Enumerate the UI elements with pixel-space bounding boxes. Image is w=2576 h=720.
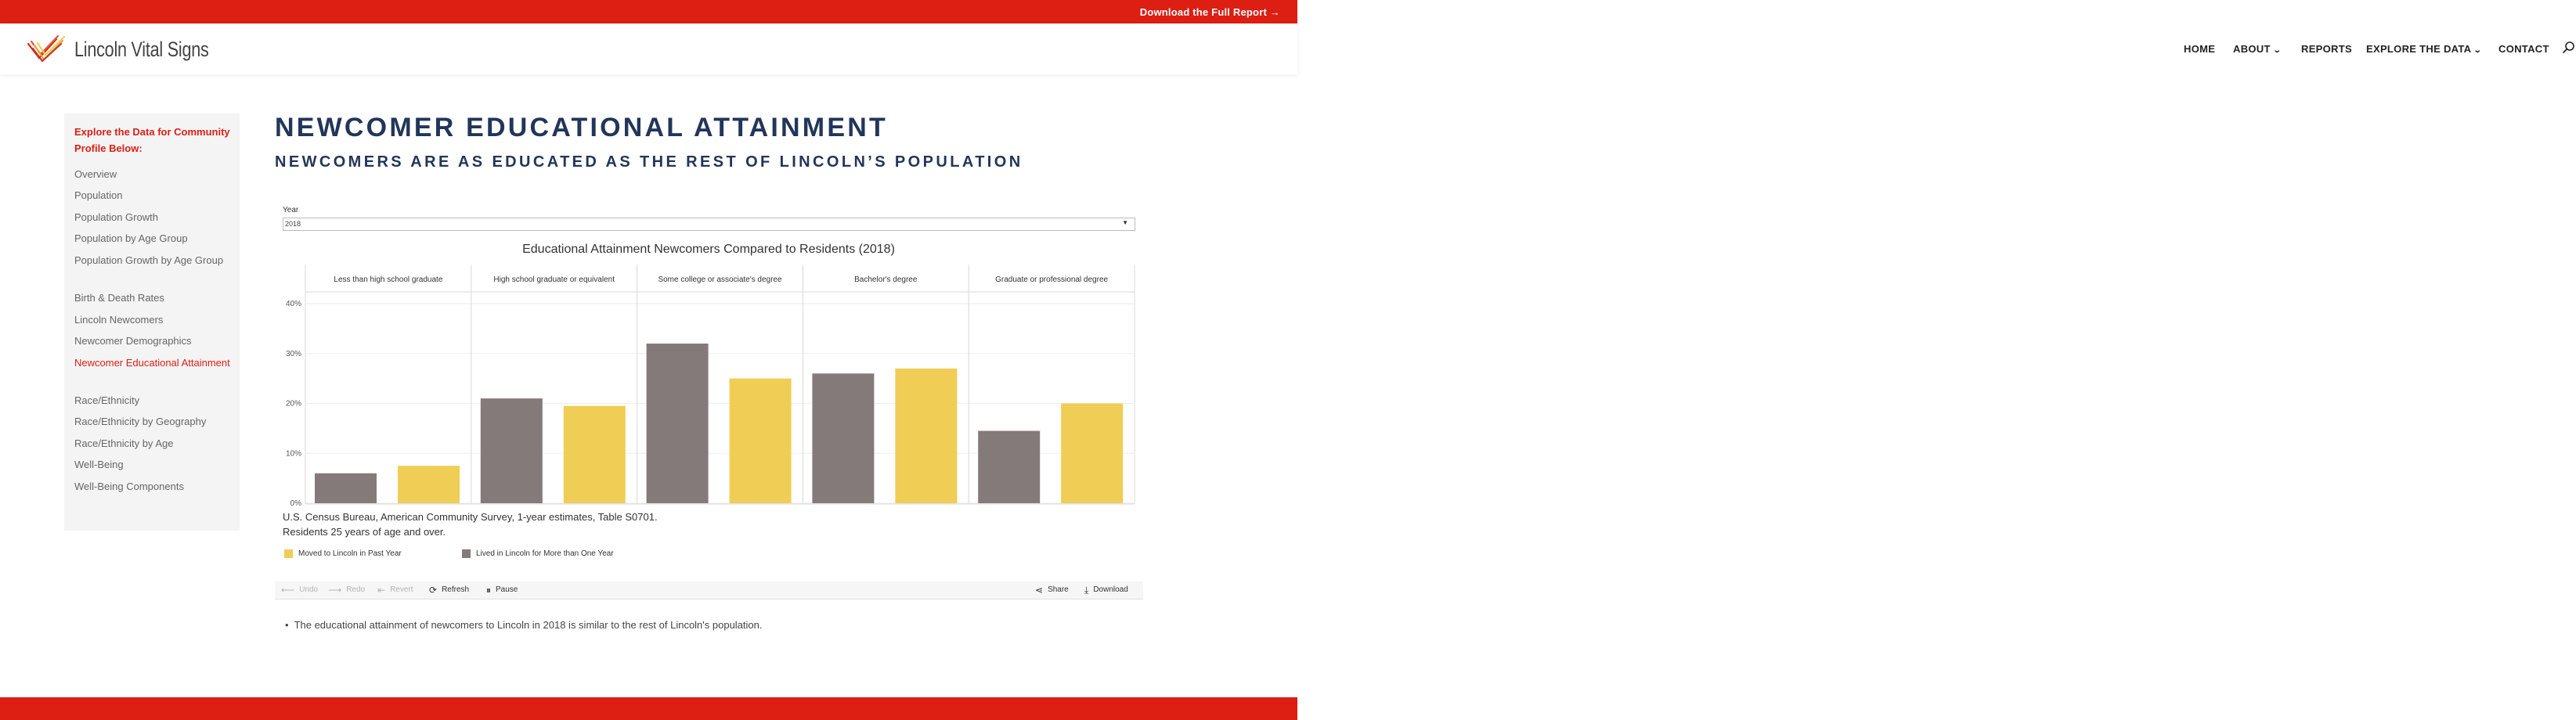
- download-label: Download: [1093, 585, 1128, 594]
- category-label: Bachelor's degree: [854, 275, 918, 284]
- bar-chart: [276, 265, 1138, 506]
- bar: [812, 373, 874, 503]
- undo-button[interactable]: [281, 585, 318, 594]
- pause-label: Pause: [496, 585, 518, 594]
- sidebar: [64, 113, 240, 531]
- sidebar-item-well-being-components[interactable]: Well-Being Components: [74, 481, 184, 492]
- refresh-label: Refresh: [442, 585, 470, 594]
- site-header: [0, 23, 2549, 74]
- sidebar-item-newcomer-demographics[interactable]: Newcomer Demographics: [74, 335, 192, 347]
- chart-title: Educational Attainment Newcomers Compared to Residents (2018): [522, 243, 895, 256]
- key-finding-bullet: [285, 619, 763, 631]
- sidebar-item-lincoln-newcomers[interactable]: Lincoln Newcomers: [74, 314, 164, 326]
- sidebar-item-race-ethnicity-by-geography[interactable]: Race/Ethnicity by Geography: [74, 416, 207, 427]
- category-label: Less than high school graduate: [334, 275, 443, 284]
- nav-about-label: ABOUT: [2233, 43, 2271, 55]
- redo-label: Redo: [346, 585, 366, 594]
- y-tick-label: 10%: [285, 449, 301, 459]
- nav-reports[interactable]: REPORTS: [2301, 43, 2352, 55]
- bar: [481, 398, 543, 503]
- sidebar-item-overview[interactable]: Overview: [74, 168, 117, 180]
- legend-swatch-lived: [462, 549, 471, 558]
- bar: [978, 431, 1040, 503]
- refresh-button[interactable]: [429, 585, 469, 594]
- download-icon: ⤓: [1084, 584, 1089, 596]
- key-finding-text: The educational attainment of newcomers to Lincoln in 2018 is similar to the rest of Lincoln's population.: [294, 619, 763, 631]
- year-select[interactable]: [283, 218, 1135, 231]
- sidebar-title: Explore the Data for Community Profile Below:: [74, 126, 230, 154]
- page-title: NEWCOMER EDUCATIONAL ATTAINMENT: [275, 113, 888, 142]
- y-tick-label: 0%: [290, 499, 301, 508]
- bar: [564, 406, 626, 503]
- bar: [398, 466, 460, 503]
- y-tick-label: 40%: [285, 300, 301, 308]
- sidebar-item-population-growth-by-age-group[interactable]: Population Growth by Age Group: [74, 254, 224, 266]
- share-button[interactable]: [1035, 585, 1069, 594]
- bar: [315, 473, 377, 503]
- redo-arrow-icon: ⟶: [328, 584, 342, 596]
- legend-label-moved: Moved to Lincoln in Past Year: [298, 549, 402, 558]
- bullet-dot: •: [285, 619, 289, 631]
- year-select-value: 2018: [285, 220, 301, 228]
- nav-home[interactable]: HOME: [2184, 43, 2216, 55]
- chevron-logo-icon: [27, 34, 67, 64]
- category-label: High school graduate or equivalent: [493, 275, 615, 284]
- nav-about[interactable]: [2233, 43, 2280, 55]
- brand-name: Lincoln Vital Signs: [74, 38, 209, 61]
- bar: [895, 369, 957, 503]
- sidebar-item-well-being[interactable]: Well-Being: [74, 459, 124, 470]
- revert-label: Revert: [390, 585, 413, 594]
- sidebar-item-population-growth[interactable]: Population Growth: [74, 211, 158, 223]
- redo-button[interactable]: [328, 585, 365, 594]
- page-subtitle: NEWCOMERS ARE AS EDUCATED AS THE REST OF LINCOLN’S POPULATION: [275, 153, 1023, 171]
- legend-item-lived[interactable]: [462, 548, 614, 559]
- search-icon[interactable]: [2562, 41, 2576, 55]
- nav-explore-the-data[interactable]: [2366, 43, 2481, 55]
- sidebar-item-newcomer-educational-attainment[interactable]: Newcomer Educational Attainment: [74, 357, 230, 369]
- download-button[interactable]: [1084, 585, 1128, 594]
- pause-icon: ⏸: [486, 584, 492, 596]
- dropdown-arrow-icon: ▼: [1122, 219, 1128, 226]
- nav-explore-label: EXPLORE THE DATA: [2366, 43, 2472, 55]
- nav-contact[interactable]: CONTACT: [2498, 43, 2549, 55]
- sidebar-item-race-ethnicity[interactable]: Race/Ethnicity: [74, 394, 140, 406]
- footer-bar: [0, 697, 1297, 720]
- share-icon: ⋖: [1035, 584, 1044, 596]
- legend-label-lived: Lived in Lincoln for More than One Year: [476, 549, 614, 558]
- chevron-down-icon: ⌄: [2473, 46, 2483, 55]
- y-tick-label: 20%: [285, 399, 301, 409]
- top-bar: [0, 0, 1297, 23]
- year-filter-label: Year: [283, 206, 299, 214]
- undo-arrow-icon: ⟵: [281, 584, 295, 596]
- undo-label: Undo: [299, 585, 319, 594]
- bar: [1061, 404, 1123, 504]
- revert-icon: ⇤: [377, 584, 386, 596]
- legend-swatch-moved: [284, 549, 293, 558]
- bar: [647, 344, 709, 503]
- bar: [730, 379, 792, 503]
- download-full-report-link[interactable]: Download the Full Report →: [1139, 6, 1280, 18]
- source-population-note: Residents 25 years of age and over.: [283, 526, 446, 538]
- category-label: Graduate or professional degree: [995, 275, 1109, 284]
- refresh-icon: ⟳: [429, 584, 438, 596]
- legend-item-moved[interactable]: [284, 548, 402, 559]
- share-label: Share: [1048, 585, 1069, 594]
- category-label: Some college or associate's degree: [658, 275, 782, 284]
- revert-button[interactable]: [377, 585, 413, 594]
- sidebar-item-race-ethnicity-by-age[interactable]: Race/Ethnicity by Age: [74, 437, 174, 449]
- source-citation: U.S. Census Bureau, American Community Survey, 1-year estimates, Table S0701.: [283, 511, 658, 523]
- y-tick-label: 30%: [285, 349, 301, 358]
- pause-button[interactable]: [486, 585, 518, 594]
- sidebar-item-population-by-age-group[interactable]: Population by Age Group: [74, 232, 188, 244]
- chevron-down-icon: ⌄: [2272, 46, 2282, 55]
- sidebar-item-birth-death-rates[interactable]: Birth & Death Rates: [74, 292, 164, 304]
- viz-toolbar: [275, 581, 1143, 599]
- sidebar-item-population[interactable]: Population: [74, 189, 123, 201]
